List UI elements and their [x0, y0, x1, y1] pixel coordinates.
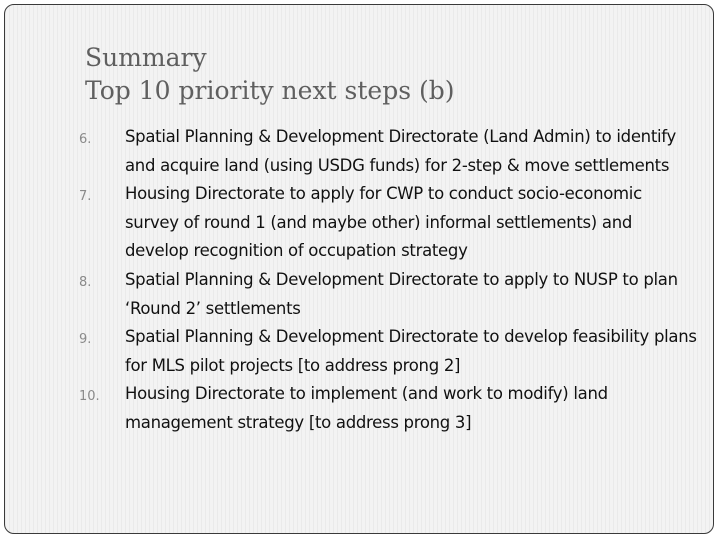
priority-steps-list — [79, 123, 699, 438]
step-text: Spatial Planning & Development Directorate (Land Admin) to identify and acquire land (using USDG funds) for 2-step & move settlements — [125, 127, 676, 175]
step-item-6 — [79, 123, 699, 180]
title-line-subtitle: Top 10 priority next steps (b) — [85, 76, 455, 105]
step-item-10 — [79, 380, 699, 437]
slide-frame — [4, 4, 714, 534]
step-text: Housing Directorate to implement (and work to modify) land management strategy [to address prong 3] — [125, 384, 608, 432]
step-text: Spatial Planning & Development Directorate to develop feasibility plans for MLS pilot projects [to address prong 2] — [125, 327, 697, 375]
step-text: Housing Directorate to apply for CWP to conduct socio-economic survey of round 1 (and maybe other) informal settlements) and develop recognition of occupation strategy — [125, 184, 642, 261]
step-number: 10. — [79, 389, 100, 405]
step-item-7 — [79, 180, 699, 266]
step-number: 8. — [79, 274, 92, 290]
step-text: Spatial Planning & Development Directorate to apply to NUSP to plan ‘Round 2’ settlements — [125, 269, 678, 318]
step-item-9 — [79, 323, 699, 380]
step-number: 6. — [79, 132, 92, 147]
step-number: 9. — [79, 332, 92, 348]
step-item-8 — [79, 266, 699, 323]
slide-title — [85, 41, 685, 107]
step-number: 7. — [79, 189, 92, 205]
title-line-summary: Summary — [85, 43, 207, 72]
